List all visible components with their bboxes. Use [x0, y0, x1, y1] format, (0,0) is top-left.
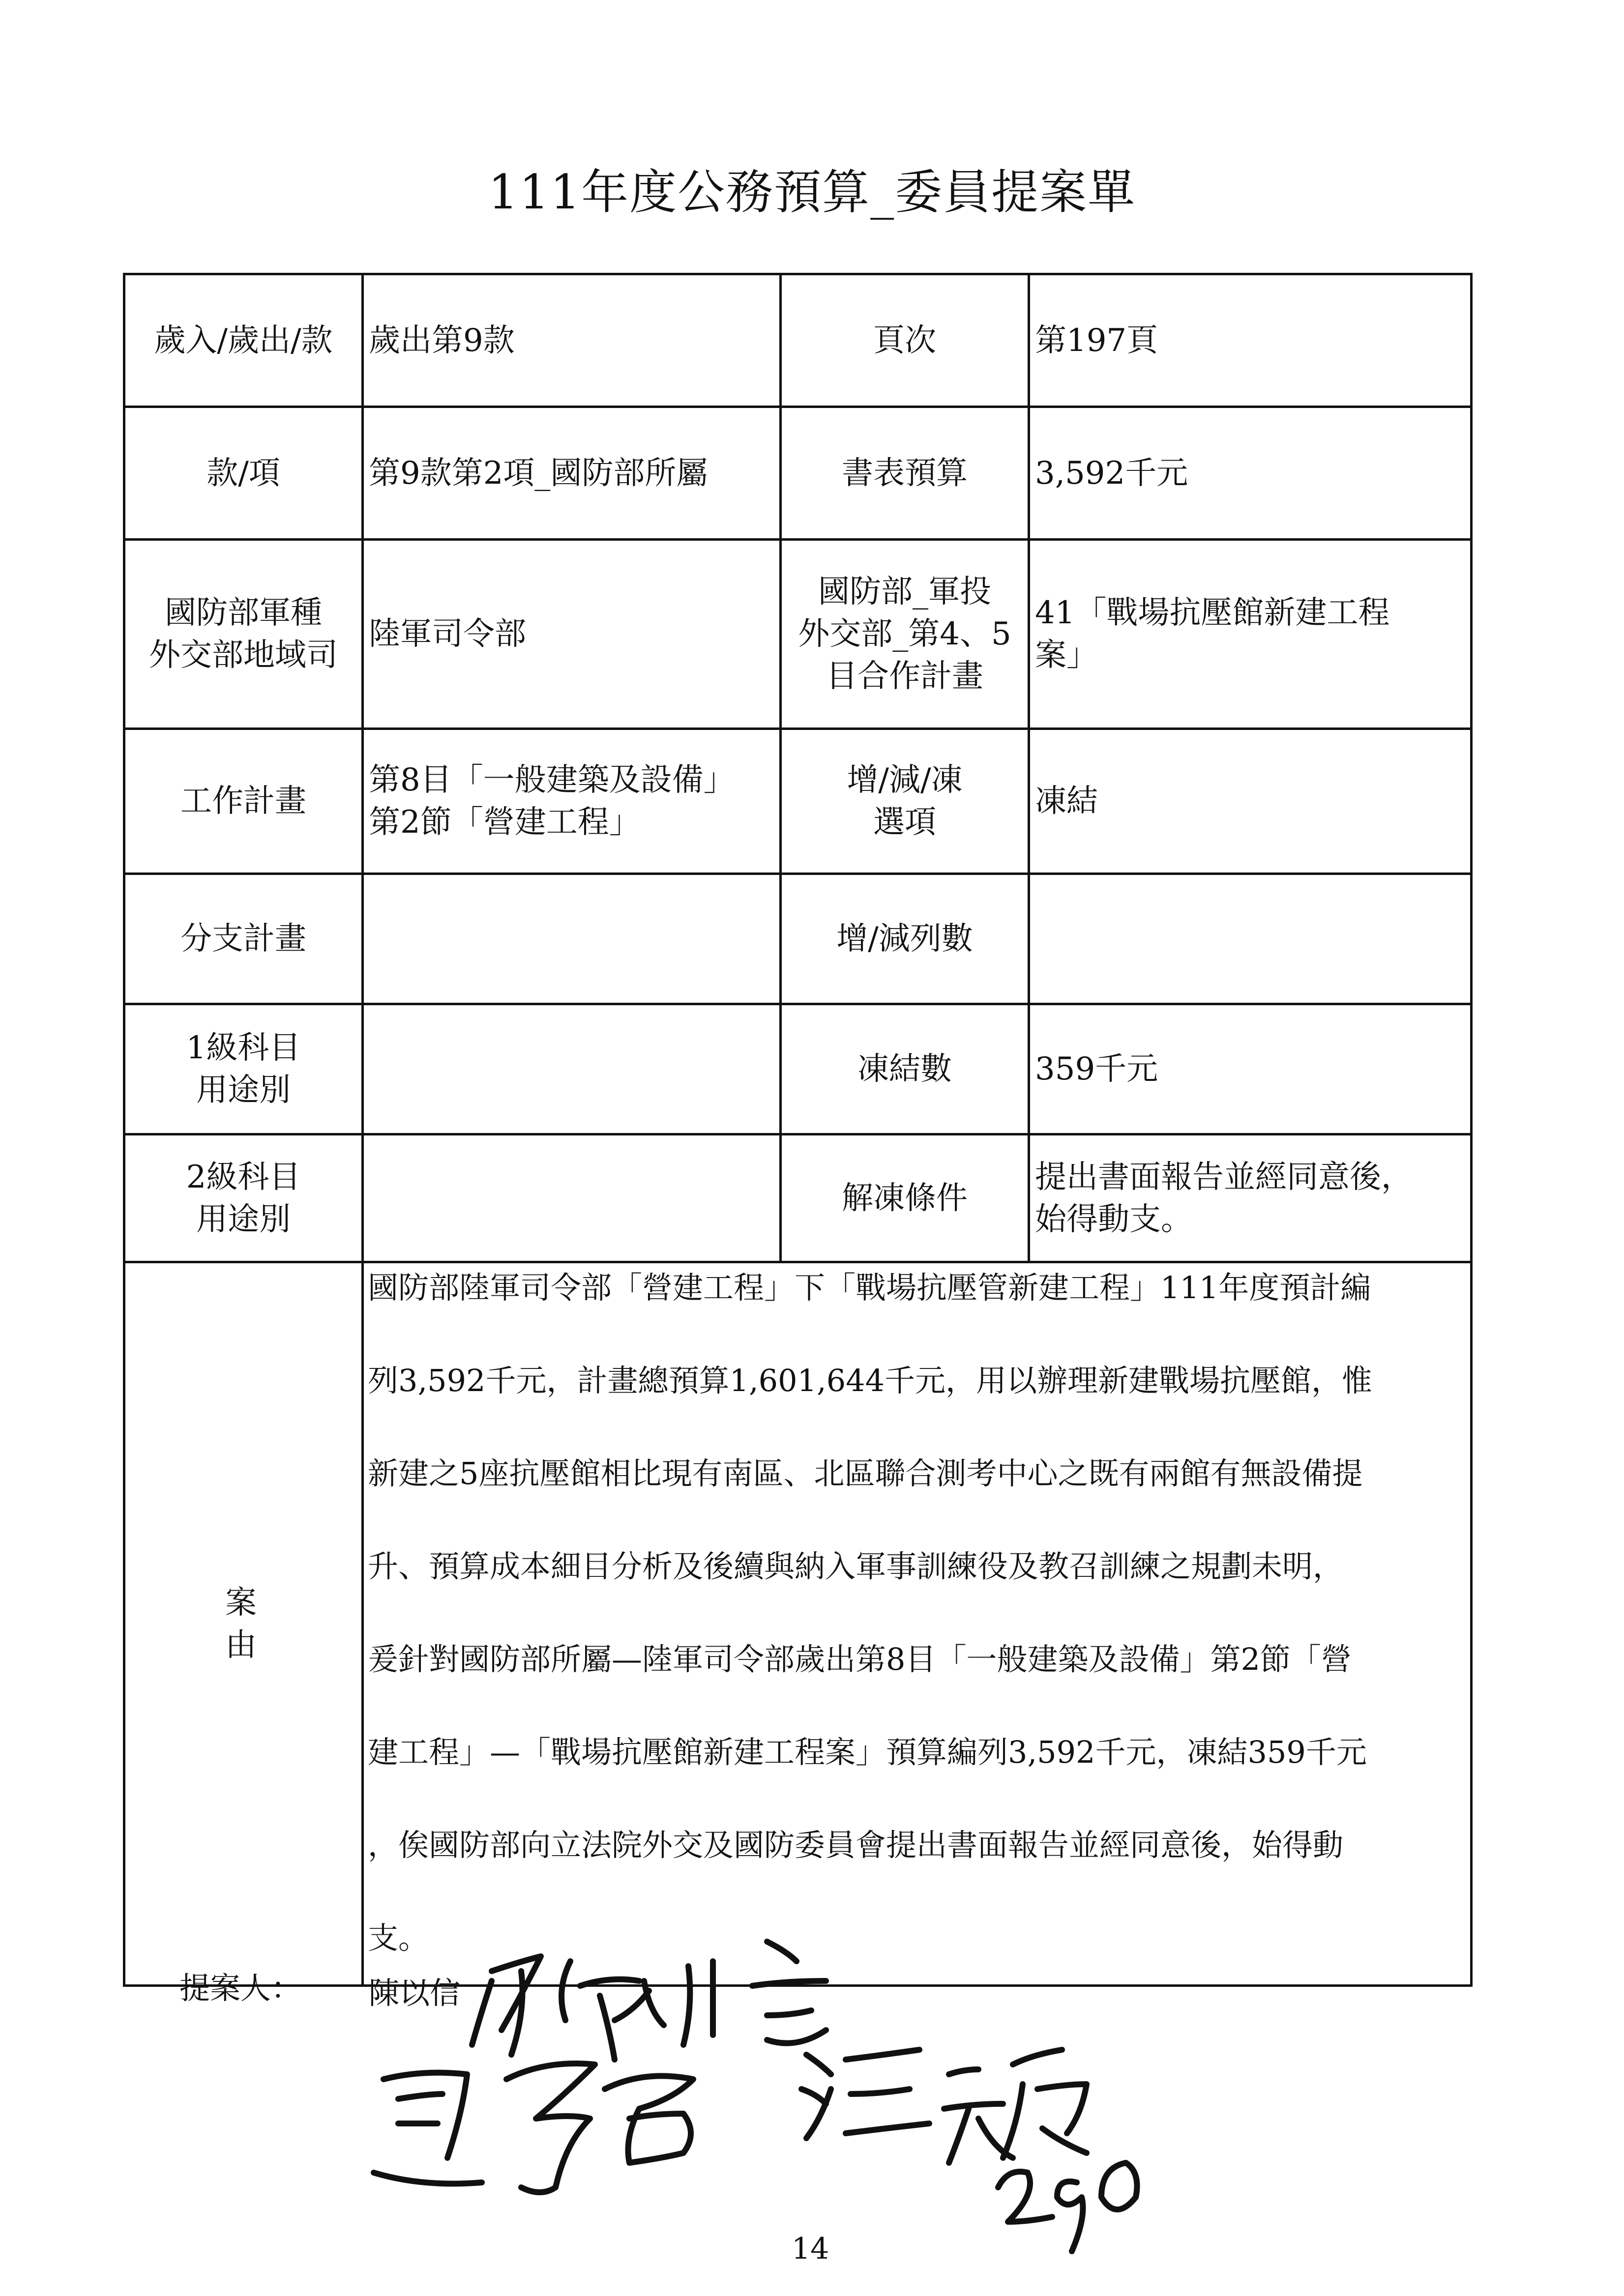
label-line: 2級科目: [186, 1159, 301, 1195]
label-line: 國防部_軍投: [818, 574, 991, 610]
reason-line: 支。: [368, 1920, 429, 1956]
label-line: 增/減/凍: [847, 762, 963, 798]
reason-line: 升、預算成本細目分析及後續與納入軍事訓練役及教召訓練之規劃未明，: [368, 1548, 1344, 1584]
page-title: 111年度公務預算_委員提案單: [488, 165, 1136, 220]
field-value: 凍結: [1029, 729, 1472, 874]
label-line: 外交部_第4、5: [798, 616, 1011, 652]
value-line: 案」: [1035, 637, 1098, 673]
value-line: 41「戰場抗壓館新建工程: [1035, 595, 1390, 631]
label-line: 用途別: [196, 1201, 291, 1238]
field-label: 歲入/歲出/款: [124, 274, 363, 407]
reason-line: ，俟國防部向立法院外交及國防委員會提出書面報告並經同意後，始得動: [368, 1827, 1344, 1863]
reason-line: 國防部陸軍司令部「營建工程」下「戰場抗壓管新建工程」111年度預計編: [368, 1270, 1371, 1306]
field-label: 凍結數: [781, 1004, 1029, 1134]
reason-line: 爰針對國防部所屬—陸軍司令部歲出第8目「一般建築及設備」第2節「營: [368, 1641, 1352, 1677]
value-line: 第2節「營建工程」: [369, 804, 641, 841]
value-line: 第8目「一般建築及設備」: [369, 762, 735, 798]
signature-number-290: [998, 2163, 1137, 2251]
field-label: 增/減列數: [781, 874, 1029, 1004]
field-value: 第197頁: [1029, 274, 1472, 407]
signature-1: [472, 1942, 826, 2060]
signature-2: [374, 2063, 693, 2192]
label-line: 用途別: [196, 1072, 291, 1108]
label-line: 外交部地域司: [149, 637, 338, 673]
label-line: 目合作計畫: [826, 658, 983, 695]
field-label: 頁次: [781, 274, 1029, 407]
field-value: 359千元: [1029, 1004, 1472, 1134]
field-label: 款/項: [124, 407, 363, 540]
reason-label: 案由: [124, 1262, 363, 1986]
page-number: 14: [792, 2232, 829, 2266]
field-label: 解凍條件: [781, 1134, 1029, 1262]
reason-line: 建工程」—「戰場抗壓館新建工程案」預算編列3,592千元，凍結359千元: [368, 1734, 1367, 1770]
proposer-name: 陳以信: [369, 1975, 461, 2011]
proposer-label: 提案人：: [179, 1970, 302, 2006]
reason-line: 新建之5座抗壓館相比現有南區、北區聯合測考中心之既有兩館有無設備提: [368, 1455, 1363, 1491]
value-line: 始得動支。: [1035, 1201, 1192, 1238]
field-label: 書表預算: [781, 407, 1029, 540]
field-value: 歲出第9款: [363, 274, 781, 407]
reason-line: 列3,592千元，計畫總預算1,601,644千元，用以辦理新建戰場抗壓館，惟: [368, 1363, 1373, 1398]
field-value: 陸軍司令部: [363, 540, 781, 729]
field-value: 3,592千元: [1029, 407, 1472, 540]
signature-3: [801, 2050, 1087, 2163]
label-line: 國防部軍種: [165, 595, 322, 631]
value-line: 提出書面報告並經同意後，: [1035, 1159, 1413, 1195]
field-value: 第9款第2項_國防部所屬: [363, 407, 781, 540]
label-line: 選項: [873, 804, 936, 841]
field-label: 分支計畫: [124, 874, 363, 1004]
label-line: 1級科目: [186, 1030, 301, 1066]
field-label: 工作計畫: [124, 729, 363, 874]
